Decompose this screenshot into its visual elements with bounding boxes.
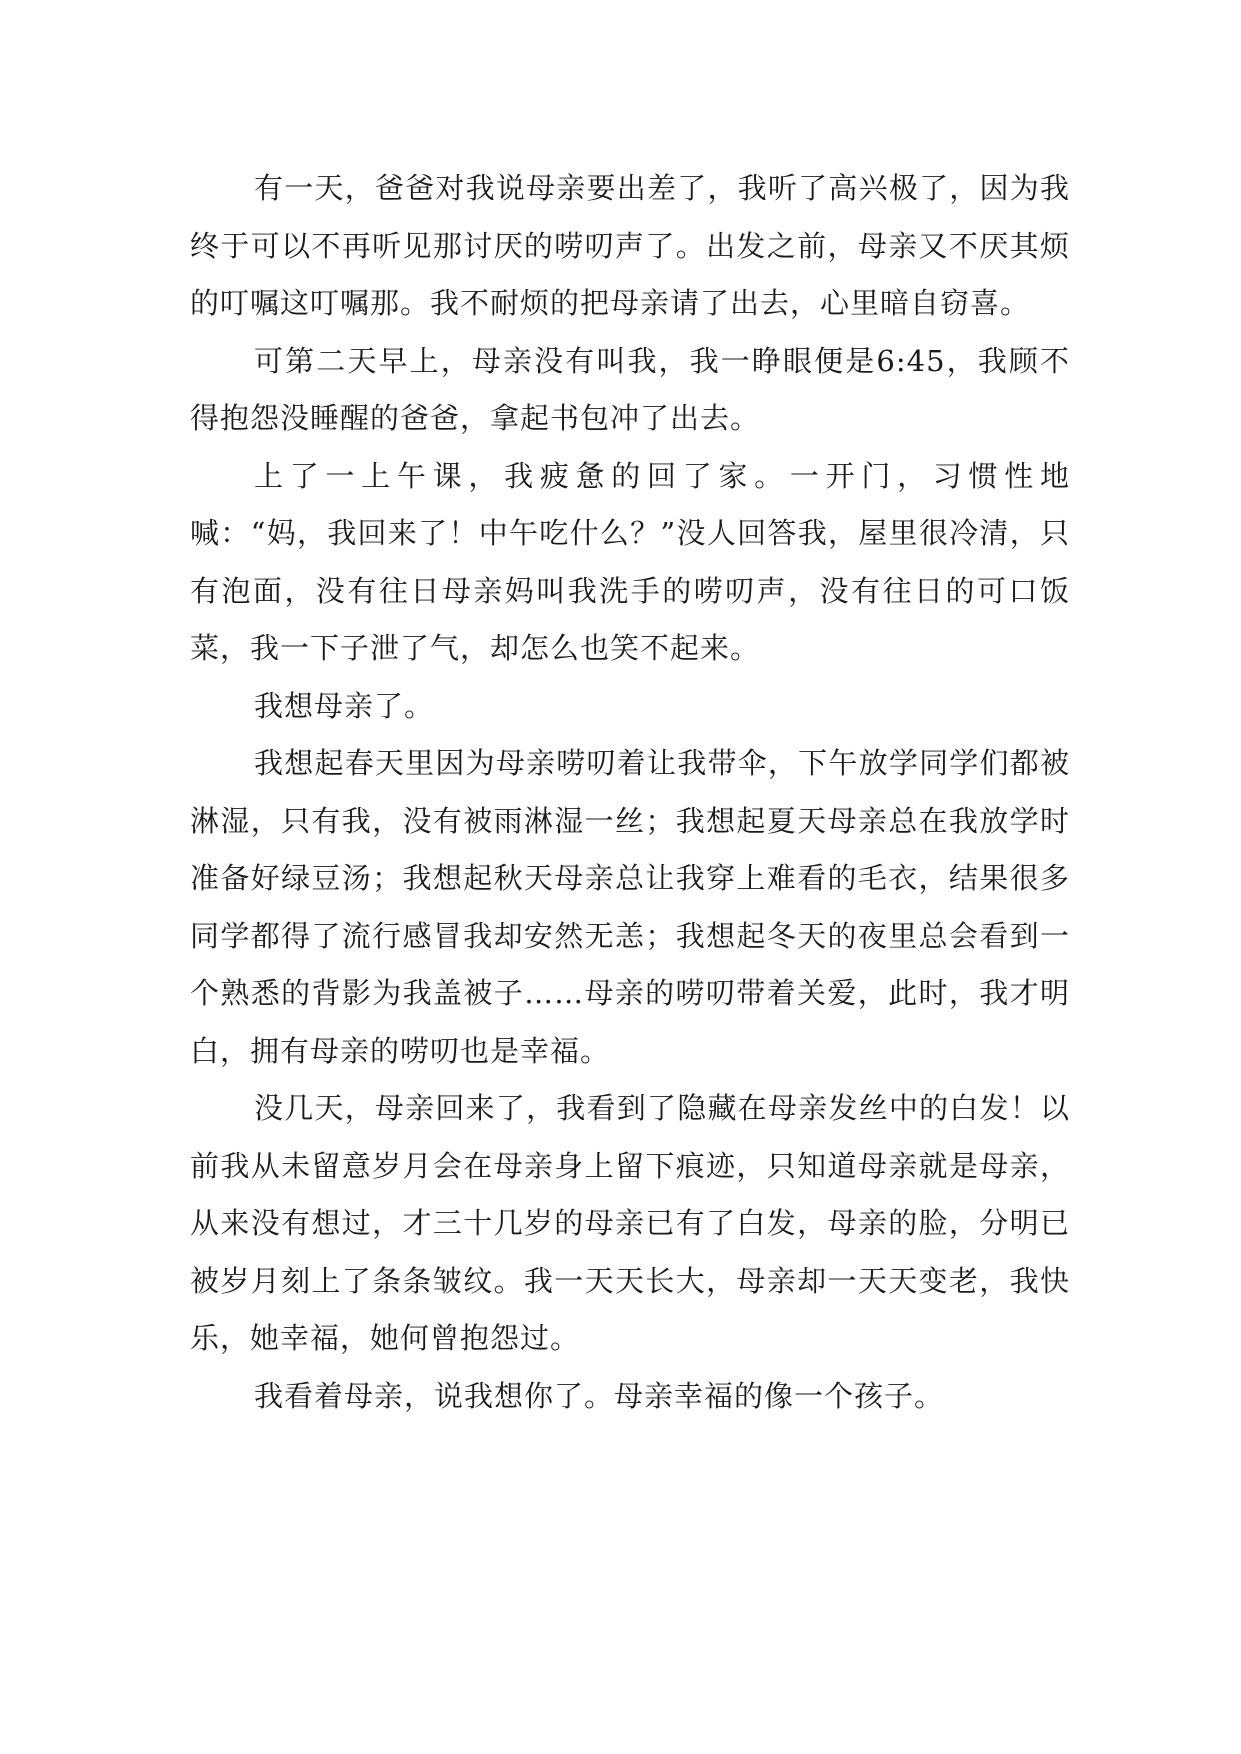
paragraph-7: 我看着母亲，说我想你了。母亲幸福的像一个孩子。: [254, 1378, 945, 1413]
essay-body: [190, 160, 1070, 1425]
paragraph-2: 可第二天早上，母亲没有叫我，我一睁眼便是6:45，我顾不得抱怨没睡醒的爸爸，拿起书包冲了出去。: [190, 343, 1070, 435]
paragraph-1: 有一天，爸爸对我说母亲要出差了，我听了高兴极了，因为我终于可以不再听见那讨厌的唠叨声了。出发之前，母亲又不厌其烦的叮嘱这叮嘱那。我不耐烦的把母亲请了出去，心里暗自窃喜。: [190, 171, 1070, 320]
paragraph-6: 没几天，母亲回来了，我看到了隐藏在母亲发丝中的白发！以前我从未留意岁月会在母亲身上留下痕迹，只知道母亲就是母亲，从来没有想过，才三十几岁的母亲已有了白发，母亲的脸，分明已被岁月刻上了条条皱纹。我一天天长大，母亲却一天天变老，我快乐，她幸福，她何曾抱怨过。: [190, 1091, 1070, 1355]
paragraph-3: 上了一上午课，我疲惫的回了家。一开门，习惯性地喊：“妈，我回来了！中午吃什么？”没人回答我，屋里很冷清，只有泡面，没有往日母亲妈叫我洗手的唠叨声，没有往日的可口饭菜，我一下子泄了气，却怎么也笑不起来。: [190, 458, 1070, 665]
paragraph-5: 我想起春天里因为母亲唠叨着让我带伞，下午放学同学们都被淋湿，只有我，没有被雨淋湿一丝；我想起夏天母亲总在我放学时准备好绿豆汤；我想起秋天母亲总让我穿上难看的毛衣，结果很多同学都得了流行感冒我却安然无恙；我想起冬天的夜里总会看到一个熟悉的背影为我盖被子……母亲的唠叨带着关爱，此时，我才明白，拥有母亲的唠叨也是幸福。: [190, 746, 1070, 1068]
paragraph-4: 我想母亲了。: [254, 688, 435, 723]
